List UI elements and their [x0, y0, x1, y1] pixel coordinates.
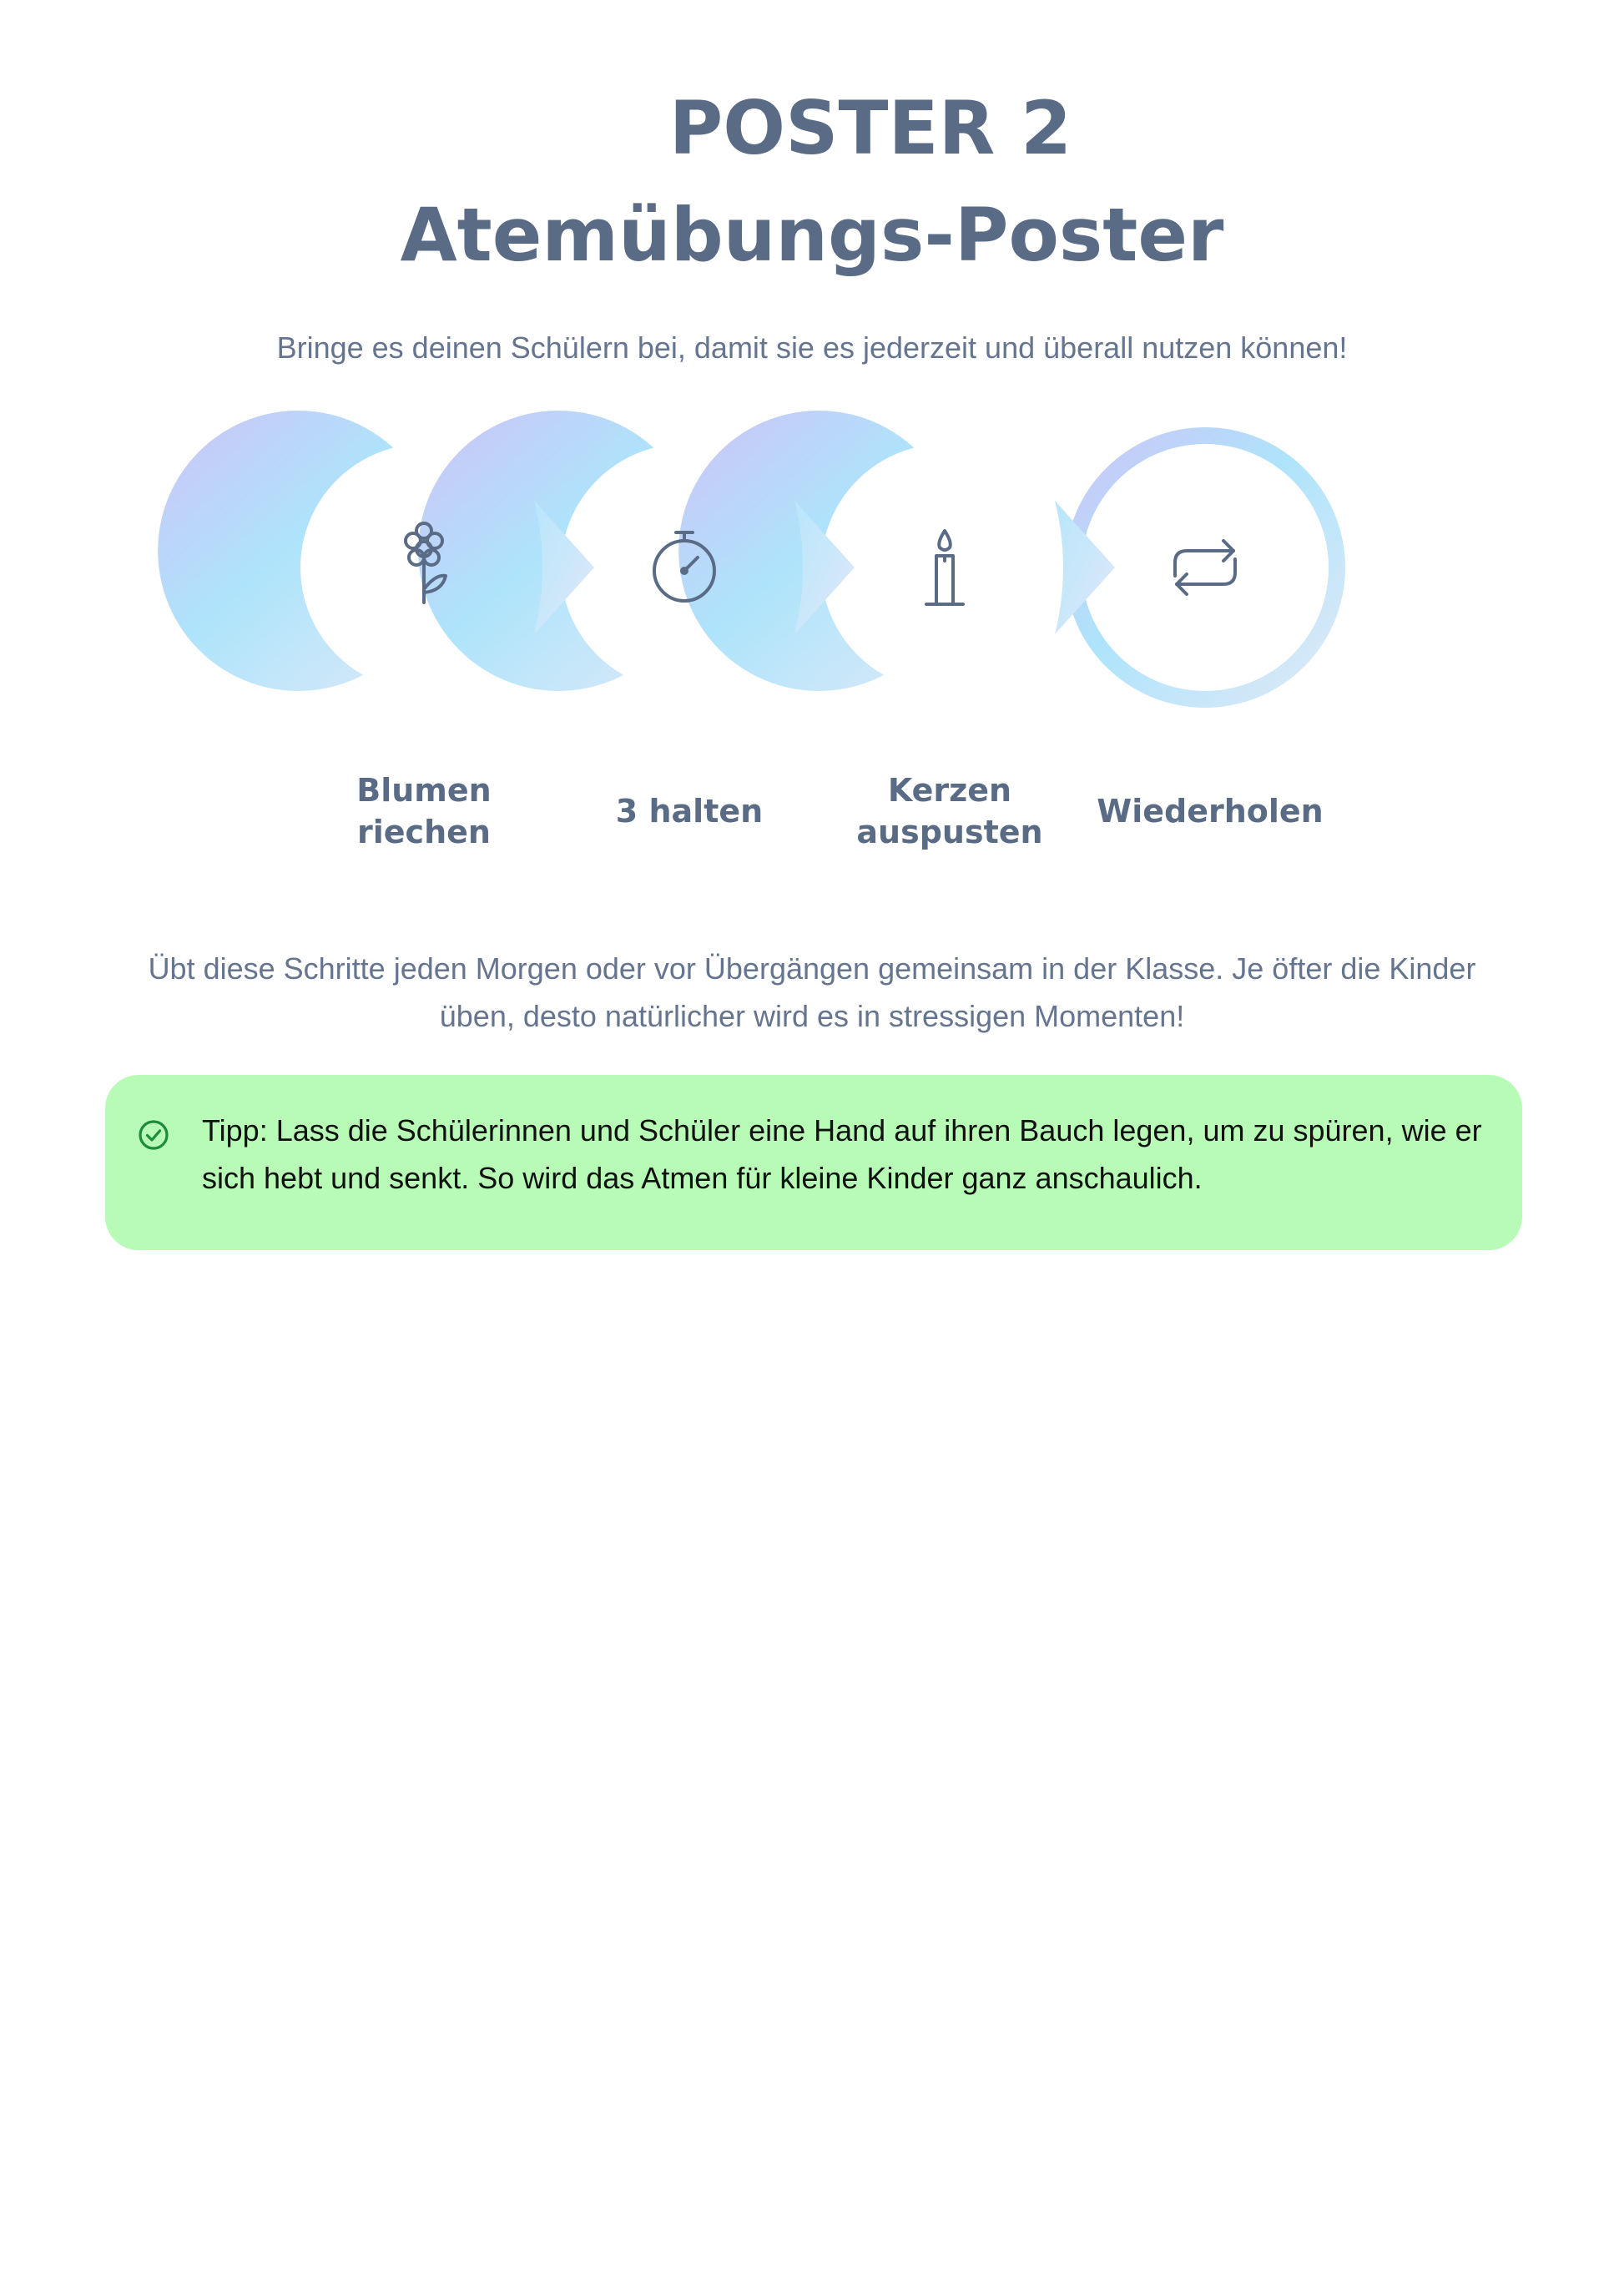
instruction-paragraph: Übt diese Schritte jeden Morgen oder vor Übergängen gemeinsam in der Klasse. Je öfter die Kinder üben, desto natürlicher wird es in stressigen Momenten! [148, 951, 1476, 1033]
step-3-ring [678, 411, 1068, 691]
step-label-4: Wiederholen [1097, 793, 1324, 830]
page-title: Atemübungs-Poster [400, 192, 1224, 278]
subtitle: Bringe es deinen Schülern bei, damit sie es jederzeit und überall nutzen können! [276, 330, 1348, 365]
poster-number-title: POSTER 2 [668, 85, 1072, 171]
check-circle-icon [137, 1118, 170, 1152]
tip-callout [105, 1075, 1522, 1250]
step-label-2: 3 halten [615, 793, 764, 830]
step-label-1: Blumen riechen [356, 772, 492, 850]
breathing-steps-graphic [0, 401, 1624, 734]
step-label-3: Kerzen auspusten [856, 772, 1043, 850]
tip-text: Tipp: Lass die Schülerinnen und Schüler eine Hand auf ihren Bauch legen, um zu spüren, wie er sich hebt und senkt. So wird das Atmen für kleine Kinder ganz anschaulich. [202, 1113, 1482, 1195]
